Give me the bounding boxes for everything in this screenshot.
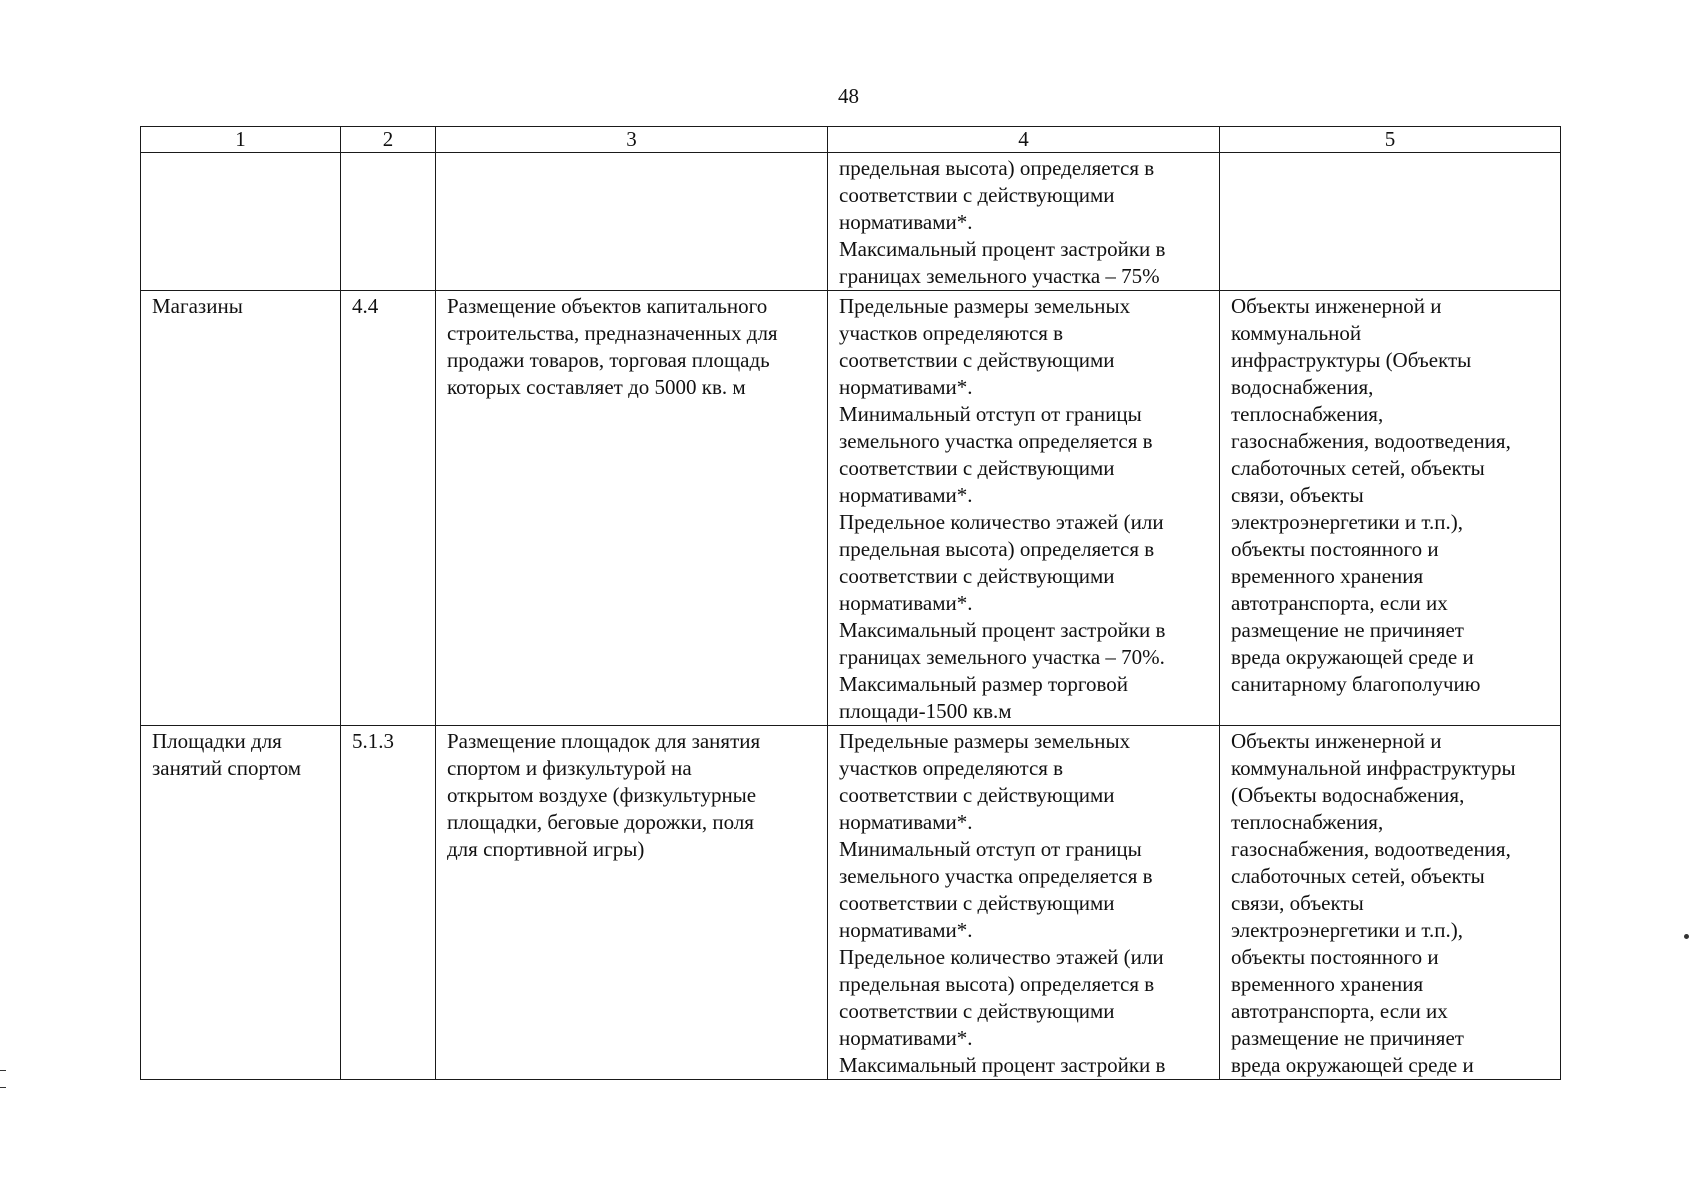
zoning-table: [140, 126, 1561, 1080]
auxiliary-line: электроэнергетики и т.п.),: [1231, 918, 1463, 942]
parameters-line: соответствии с действующими: [839, 456, 1115, 480]
description-line: для спортивной игры): [447, 837, 645, 861]
parameters-line: соответствии с действующими: [839, 891, 1115, 915]
name-line: Площадки для: [152, 729, 282, 753]
page-number: 48: [838, 84, 859, 108]
auxiliary-line: объекты постоянного и: [1231, 537, 1439, 561]
auxiliary-line: связи, объекты: [1231, 483, 1364, 507]
name-line: занятий спортом: [152, 756, 301, 780]
auxiliary-line: газоснабжения, водоотведения,: [1231, 429, 1511, 453]
auxiliary-line: вреда окружающей среде и: [1231, 645, 1474, 669]
auxiliary-line: слаботочных сетей, объекты: [1231, 456, 1485, 480]
parameters-line: предельная высота) определяется в: [839, 537, 1155, 561]
parameters-line: земельного участка определяется в: [839, 864, 1153, 888]
parameters-line: Предельные размеры земельных: [839, 294, 1131, 318]
cell-name: [141, 153, 341, 291]
cell-description: [436, 153, 828, 291]
parameters-line: нормативами*.: [839, 591, 973, 615]
auxiliary-line: вреда окружающей среде и: [1231, 1053, 1474, 1077]
parameters-line: Минимальный отступ от границы: [839, 402, 1142, 426]
scan-margin-mark: [0, 1070, 6, 1088]
auxiliary-line: инфраструктуры (Объекты: [1231, 348, 1472, 372]
auxiliary-line: Объекты инженерной и: [1231, 729, 1442, 753]
auxiliary-line: водоснабжения,: [1231, 375, 1374, 399]
cell-name: [141, 291, 341, 726]
parameters-line: нормативами*.: [839, 1026, 973, 1050]
parameters-line: Максимальный процент застройки в: [839, 1053, 1166, 1077]
cell-name: [141, 726, 341, 1080]
parameters-line: соответствии с действующими: [839, 999, 1115, 1023]
parameters-line: участков определяются в: [839, 321, 1064, 345]
cell-parameters: [828, 153, 1220, 291]
parameters-line: участков определяются в: [839, 756, 1064, 780]
parameters-line: соответствии с действующими: [839, 348, 1115, 372]
header-row: [141, 127, 1561, 153]
cell-description: [436, 291, 828, 726]
cell-code: [341, 726, 436, 1080]
column-header-4: 4: [828, 127, 1220, 153]
auxiliary-line: слаботочных сетей, объекты: [1231, 864, 1485, 888]
table-row: [141, 153, 1561, 291]
auxiliary-line: автотранспорта, если их: [1231, 591, 1448, 615]
cell-auxiliary: [1220, 153, 1561, 291]
column-header-2: 2: [341, 127, 436, 153]
parameters-line: земельного участка определяется в: [839, 429, 1153, 453]
code-text: 5.1.3: [352, 729, 394, 753]
auxiliary-line: размещение не причиняет: [1231, 618, 1464, 642]
parameters-line: предельная высота) определяется в: [839, 156, 1155, 180]
description-line: спортом и физкультурой на: [447, 756, 692, 780]
name-line: Магазины: [152, 294, 243, 318]
cell-description: [436, 726, 828, 1080]
parameters-line: нормативами*.: [839, 375, 973, 399]
table-row: [141, 291, 1561, 726]
parameters-line: границах земельного участка – 70%.: [839, 645, 1165, 669]
parameters-line: Предельное количество этажей (или: [839, 510, 1164, 534]
auxiliary-line: санитарному благополучию: [1231, 672, 1481, 696]
parameters-line: предельная высота) определяется в: [839, 972, 1155, 996]
auxiliary-line: газоснабжения, водоотведения,: [1231, 837, 1511, 861]
description-line: открытом воздухе (физкультурные: [447, 783, 757, 807]
parameters-line: Максимальный размер торговой: [839, 672, 1128, 696]
auxiliary-line: теплоснабжения,: [1231, 810, 1384, 834]
parameters-line: соответствии с действующими: [839, 183, 1115, 207]
description-line: площадки, беговые дорожки, поля: [447, 810, 754, 834]
parameters-line: нормативами*.: [839, 210, 973, 234]
auxiliary-line: (Объекты водоснабжения,: [1231, 783, 1465, 807]
parameters-line: Предельное количество этажей (или: [839, 945, 1164, 969]
parameters-line: соответствии с действующими: [839, 783, 1115, 807]
auxiliary-line: временного хранения: [1231, 564, 1424, 588]
parameters-line: соответствии с действующими: [839, 564, 1115, 588]
description-line: которых составляет до 5000 кв. м: [447, 375, 746, 399]
cell-code: [341, 291, 436, 726]
auxiliary-line: связи, объекты: [1231, 891, 1364, 915]
table-body: [141, 153, 1561, 1080]
cell-parameters: [828, 291, 1220, 726]
parameters-line: площади-1500 кв.м: [839, 699, 1012, 723]
code-text: 4.4: [352, 294, 379, 318]
auxiliary-line: автотранспорта, если их: [1231, 999, 1448, 1023]
auxiliary-line: коммунальной инфраструктуры: [1231, 756, 1516, 780]
description-line: продажи товаров, торговая площадь: [447, 348, 770, 372]
auxiliary-line: размещение не причиняет: [1231, 1026, 1464, 1050]
auxiliary-line: временного хранения: [1231, 972, 1424, 996]
parameters-line: нормативами*.: [839, 810, 973, 834]
table-header: [141, 127, 1561, 153]
parameters-line: Максимальный процент застройки в: [839, 618, 1166, 642]
parameters-line: нормативами*.: [839, 483, 973, 507]
parameters-line: Предельные размеры земельных: [839, 729, 1131, 753]
column-header-1: 1: [141, 127, 341, 153]
parameters-line: нормативами*.: [839, 918, 973, 942]
cell-auxiliary: [1220, 291, 1561, 726]
column-header-5: 5: [1220, 127, 1561, 153]
parameters-line: границах земельного участка – 75%: [839, 264, 1160, 288]
auxiliary-line: коммунальной: [1231, 321, 1362, 345]
auxiliary-line: объекты постоянного и: [1231, 945, 1439, 969]
cell-auxiliary: [1220, 726, 1561, 1080]
table-row: [141, 726, 1561, 1080]
parameters-line: Минимальный отступ от границы: [839, 837, 1142, 861]
column-header-3: 3: [436, 127, 828, 153]
parameters-line: Максимальный процент застройки в: [839, 237, 1166, 261]
cell-code: [341, 153, 436, 291]
scan-edge-dot: [1684, 934, 1689, 939]
auxiliary-line: Объекты инженерной и: [1231, 294, 1442, 318]
auxiliary-line: электроэнергетики и т.п.),: [1231, 510, 1463, 534]
auxiliary-line: теплоснабжения,: [1231, 402, 1384, 426]
description-line: Размещение объектов капитального: [447, 294, 768, 318]
description-line: Размещение площадок для занятия: [447, 729, 761, 753]
description-line: строительства, предназначенных для: [447, 321, 778, 345]
cell-parameters: [828, 726, 1220, 1080]
